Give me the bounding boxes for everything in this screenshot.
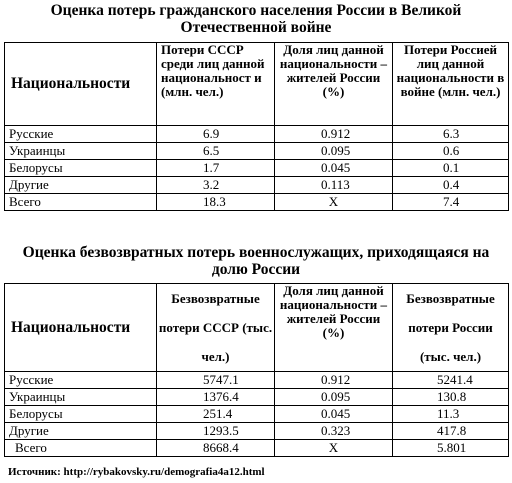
cell-value: 1293.5 [157,423,275,440]
cell-value: 0.323 [275,423,393,440]
cell-nationality: Другие [5,423,157,440]
cell-value: 417.8 [393,423,509,440]
header-nationality: Национальности [5,284,157,372]
cell-nationality: Русские [5,372,157,389]
table-header-row [5,284,509,372]
table-row [5,389,509,406]
cell-value: 0.095 [275,143,393,160]
cell-nationality: Всего [5,440,157,457]
source-note: Источник: http://rybakovsky.ru/demografia4a12.html [8,466,265,478]
cell-value: 6.5 [157,143,275,160]
cell-value: 0.113 [275,177,393,194]
header-nationality: Национальности [5,43,157,126]
table-row [5,126,509,143]
cell-value: Х [275,194,393,211]
cell-value: 130.8 [393,389,509,406]
cell-nationality: Белорусы [5,406,157,423]
table-row [5,177,509,194]
table-row [5,406,509,423]
header-russia-losses: Безвозвратные потери России (тыс. чел.) [393,284,509,372]
table2-title [0,244,512,278]
cell-value: 6.3 [393,126,509,143]
cell-value: 0.4 [393,177,509,194]
cell-value: 5.801 [393,440,509,457]
header-ussr-losses: Потери СССР среди лиц данной национальност и (млн. чел.) [157,43,275,126]
cell-value: 0.095 [275,389,393,406]
cell-value: 1.7 [157,160,275,177]
cell-value: 251.4 [157,406,275,423]
cell-nationality: Белорусы [5,160,157,177]
cell-value: 1376.4 [157,389,275,406]
cell-value: 0.912 [275,126,393,143]
table1-title [0,2,512,36]
cell-value: 0.6 [393,143,509,160]
cell-value: 18.3 [157,194,275,211]
cell-nationality: Другие [5,177,157,194]
cell-nationality: Всего [5,194,157,211]
table-row [5,160,509,177]
cell-value: 3.2 [157,177,275,194]
military-losses-table [4,283,509,457]
cell-value: 0.045 [275,160,393,177]
cell-value: 8668.4 [157,440,275,457]
table-row [5,372,509,389]
cell-nationality: Русские [5,126,157,143]
table2-title-line2: долю России [211,261,301,278]
cell-value: 5241.4 [393,372,509,389]
cell-value: 5747.1 [157,372,275,389]
cell-value: 0.912 [275,372,393,389]
cell-nationality: Украинцы [5,143,157,160]
cell-value: 11.3 [393,406,509,423]
table2-title-line1: Оценка безвозвратных потерь военнослужащих, приходящаяся на [22,244,490,261]
cell-nationality: Украинцы [5,389,157,406]
table-header-row [5,43,509,126]
header-russia-losses: Потери Россией лиц данной национальности в войне (млн. чел.) [393,43,509,126]
header-share-russia: Доля лиц данной национальности – жителей России (%) [275,284,393,372]
table-row [5,143,509,160]
cell-value: 0.1 [393,160,509,177]
table1-title-line1: Оценка потерь гражданского населения России в Великой [50,2,462,19]
header-ussr-losses: Безвозвратные потери СССР (тыс. чел.) [157,284,275,372]
cell-value: Х [275,440,393,457]
cell-value: 6.9 [157,126,275,143]
table-row [5,440,509,457]
table1-title-line2: Отечественной войне [180,19,332,36]
civilian-losses-table [4,42,509,211]
table-row [5,194,509,211]
cell-value: 7.4 [393,194,509,211]
cell-value: 0.045 [275,406,393,423]
table-row [5,423,509,440]
header-share-russia: Доля лиц данной национальности – жителей России (%) [275,43,393,126]
